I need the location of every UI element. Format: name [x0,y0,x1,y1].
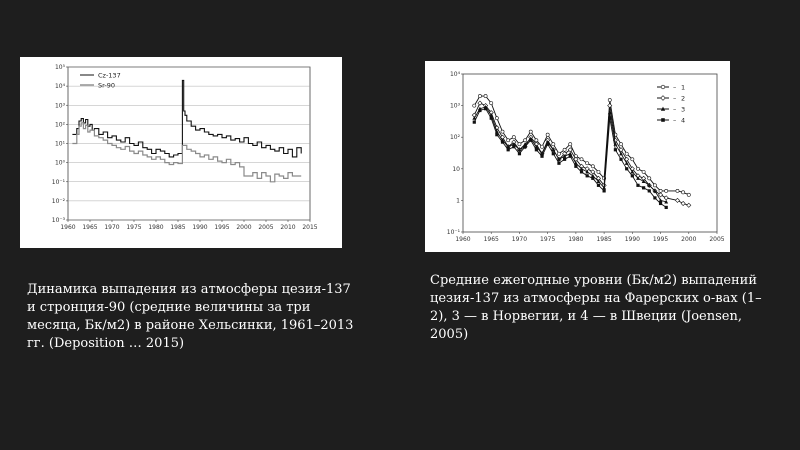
data-point-1 [653,184,656,187]
data-point-1 [642,170,645,173]
x-tick-label: 1975 [126,224,142,231]
data-point-4 [546,143,549,146]
x-tick-label: 2015 [302,224,318,231]
legend-marker-2 [661,96,666,101]
data-point-1 [478,94,481,97]
x-tick-label: 1960 [60,224,76,231]
data-point-4 [540,155,543,158]
data-point-1 [648,177,651,180]
y-tick-label: 1 [456,197,460,205]
data-point-1 [552,143,555,146]
data-point-2 [478,101,482,105]
legend-label-1: 1 [681,83,686,92]
x-tick-label: 2005 [258,224,274,231]
data-point-1 [540,145,543,148]
data-point-4 [523,145,526,148]
data-point-1 [636,167,639,170]
chart-right-svg [425,61,730,252]
data-point-1 [484,94,487,97]
data-point-4 [631,174,634,177]
y-tick-label: 10⁻² [51,197,65,205]
chart-left-svg [20,57,342,248]
legend-dash: – [673,116,677,125]
legend-marker-4 [661,118,665,122]
x-tick-label: 1995 [652,236,669,243]
data-point-4 [490,117,493,120]
legend-dash: – [673,83,677,92]
data-point-1 [490,101,493,104]
series-line-2 [474,103,689,205]
data-point-4 [535,148,538,151]
data-point-1 [619,143,622,146]
data-point-4 [614,148,617,151]
series-line-1 [474,96,689,195]
y-tick-label: 10² [54,121,65,129]
y-tick-label: 10⁻¹ [446,229,460,236]
x-tick-label: 2005 [709,236,725,243]
series-line-4 [474,109,666,208]
data-point-2 [664,196,668,200]
data-point-4 [569,155,572,158]
data-point-1 [507,139,510,142]
x-tick-label: 2000 [681,236,697,243]
data-point-4 [478,109,481,112]
x-tick-label: 1965 [483,236,499,243]
data-point-1 [631,158,634,161]
data-point-1 [608,98,611,101]
data-point-1 [546,133,549,136]
data-point-4 [507,148,510,151]
data-point-1 [687,193,690,196]
data-point-4 [625,167,628,170]
y-tick-label: 10² [449,134,460,142]
y-tick-label: 10⁻¹ [51,178,65,186]
data-point-1 [597,170,600,173]
x-tick-label: 1975 [540,236,556,243]
data-point-4 [495,133,498,136]
data-point-1 [518,143,521,146]
legend-label-3: 3 [681,105,686,114]
y-tick-label: 10 [452,165,460,173]
data-point-1 [586,162,589,165]
data-point-1 [501,130,504,133]
x-tick-label: 1965 [82,224,98,231]
data-point-1 [512,136,515,139]
data-point-1 [563,148,566,151]
legend-label-4: 4 [681,116,686,125]
x-tick-label: 1995 [214,224,230,231]
data-point-4 [603,189,606,192]
x-tick-label: 1970 [104,224,120,231]
x-tick-label: 1985 [596,236,612,243]
data-point-4 [529,139,532,142]
x-tick-label: 1990 [624,236,640,243]
data-point-4 [586,174,589,177]
data-point-4 [563,158,566,161]
y-tick-label: 10⁴ [54,83,65,91]
x-tick-label: 1980 [148,224,164,231]
y-tick-label: 10³ [449,102,460,110]
x-tick-label: 1990 [192,224,208,231]
x-tick-label: 1960 [455,236,471,243]
data-point-4 [659,202,662,205]
data-point-1 [495,117,498,120]
data-point-4 [597,184,600,187]
data-point-4 [518,152,521,155]
x-tick-label: 1970 [511,236,528,243]
chart-right-panel [425,61,730,252]
data-point-4 [648,189,651,192]
data-point-1 [625,152,628,155]
data-point-4 [557,162,560,165]
y-tick-label: 10⁰ [54,159,65,167]
data-point-4 [642,186,645,189]
data-point-4 [653,196,656,199]
x-tick-label: 1985 [170,224,186,231]
data-point-1 [676,189,679,192]
chart-left-panel [20,57,342,248]
data-point-2 [687,203,691,207]
y-tick-label: 10⁴ [449,71,460,78]
data-point-1 [591,165,594,168]
legend-dash: – [673,94,677,103]
data-point-4 [552,152,555,155]
plot-frame [463,74,717,232]
data-point-4 [574,165,577,168]
caption-left: Динамика выпадения из атмосферы цезия-137 и стронция-90 (средние величины за три месяца, Бк/м2) в районе Хельсинки, 1961–2013 гг. (Deposition … 2015) [27,282,354,351]
data-point-1 [473,104,476,107]
legend-marker-1 [661,85,665,89]
data-point-1 [529,130,532,133]
data-point-1 [665,189,668,192]
x-tick-label: 2000 [236,224,252,231]
x-tick-label: 1980 [568,236,584,243]
data-point-4 [665,206,668,209]
y-tick-label: 10³ [54,102,65,110]
y-tick-label: 10⁻³ [51,217,65,224]
data-point-4 [636,184,639,187]
y-tick-label: 10⁵ [54,64,65,71]
data-point-1 [523,139,526,142]
legend-label-Sr-90: Sr-90 [98,81,115,90]
data-point-1 [580,158,583,161]
legend-label-2: 2 [681,94,686,103]
data-point-4 [484,107,487,110]
data-point-2 [675,198,679,202]
data-point-1 [659,189,662,192]
data-point-2 [681,201,685,205]
data-point-1 [535,139,538,142]
y-tick-label: 10¹ [54,140,65,148]
legend-label-Cz-137: Cz-137 [98,71,121,80]
data-point-4 [580,170,583,173]
data-point-4 [608,117,611,120]
data-point-1 [682,191,685,194]
data-point-4 [512,145,515,148]
data-point-1 [569,143,572,146]
x-tick-label: 2010 [280,224,296,231]
data-point-4 [619,158,622,161]
data-point-4 [501,140,504,143]
caption-right: Средние ежегодные уровни (Бк/м2) выпадений цезия-137 из атмосферы на Фарерских о-вах (1–2), 3 — в Норвегии, и 4 — в Швеции (Joensen, 2005) [430,273,762,342]
data-point-4 [591,177,594,180]
data-point-1 [557,152,560,155]
data-point-4 [473,121,476,124]
legend-dash: – [673,105,677,114]
